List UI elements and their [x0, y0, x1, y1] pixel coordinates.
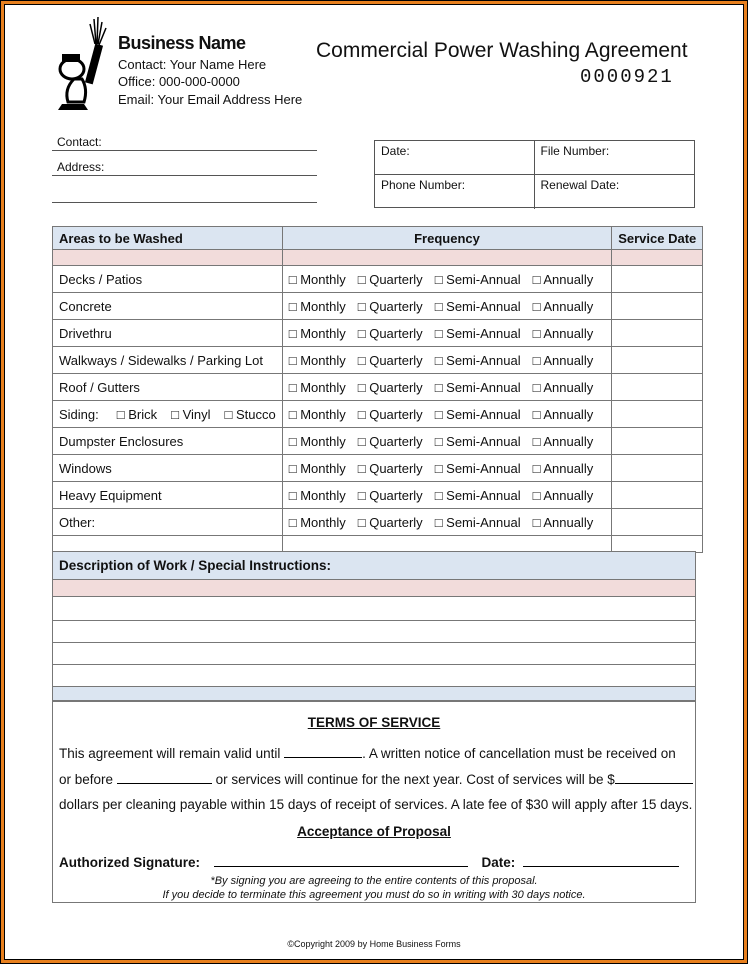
annually-checkbox[interactable]: □ Annually	[532, 487, 594, 503]
power-washer-logo	[54, 14, 116, 114]
quarterly-checkbox[interactable]: □ Quarterly	[357, 460, 423, 476]
frequency-cell	[282, 320, 611, 347]
phone-number-field[interactable]	[375, 175, 535, 209]
frequency-cell	[282, 455, 611, 482]
frequency-cell	[282, 482, 611, 509]
termination-note: If you decide to terminate this agreement you must do so in writing with 30 days notice.	[162, 889, 586, 901]
annually-checkbox[interactable]: □ Annually	[532, 352, 594, 368]
terms-line-2	[59, 771, 693, 787]
annually-checkbox[interactable]: □ Annually	[532, 271, 594, 287]
frequency-option-label: Monthly	[300, 433, 346, 449]
area-cell	[53, 293, 283, 320]
frequency-cell	[282, 401, 611, 428]
area-label: Drivethru	[59, 325, 112, 341]
semi-annual-checkbox[interactable]: □ Semi-Annual	[434, 433, 521, 449]
frequency-option-label: Annually	[543, 379, 594, 395]
monthly-checkbox[interactable]: □ Monthly	[288, 514, 346, 530]
info-box	[374, 140, 695, 208]
business-contact: Contact: Your Name Here	[118, 57, 267, 72]
terms-text: or services will continue for the next year. Cost of services will be $	[215, 772, 615, 787]
file-number-label: File Number:	[540, 144, 610, 158]
frequency-option-label: Semi-Annual	[446, 433, 521, 449]
contact-field[interactable]	[52, 135, 317, 151]
area-cell	[53, 428, 283, 455]
semi-annual-checkbox[interactable]: □ Semi-Annual	[434, 352, 521, 368]
monthly-checkbox[interactable]: □ Monthly	[288, 406, 346, 422]
signature-field[interactable]	[214, 854, 468, 867]
terms-text: . A written notice of cancellation must be received on	[362, 746, 676, 761]
area-label: Dumpster Enclosures	[59, 433, 184, 449]
area-cell	[53, 374, 283, 401]
service-date-cell[interactable]	[612, 482, 703, 509]
semi-annual-checkbox[interactable]: □ Semi-Annual	[434, 271, 521, 287]
area-cell	[53, 401, 283, 428]
frequency-option-label: Quarterly	[369, 433, 423, 449]
terms-text: This agreement will remain valid until	[59, 746, 281, 761]
semi-annual-checkbox[interactable]: □ Semi-Annual	[434, 298, 521, 314]
quarterly-checkbox[interactable]: □ Quarterly	[357, 406, 423, 422]
address-line-2[interactable]	[52, 187, 317, 203]
service-date-cell[interactable]	[612, 428, 703, 455]
frequency-cell	[282, 347, 611, 374]
description-pink-row	[53, 580, 695, 597]
frequency-option-label: Annually	[543, 433, 594, 449]
frequency-option-label: Annually	[543, 271, 594, 287]
table-row	[53, 401, 703, 428]
area-cell	[53, 509, 283, 536]
description-line[interactable]	[53, 665, 695, 687]
quarterly-checkbox[interactable]: □ Quarterly	[357, 325, 423, 341]
area-label: Other:	[59, 514, 96, 530]
area-label: Windows	[59, 460, 112, 476]
frequency-cell	[282, 374, 611, 401]
frequency-option-label: Annually	[543, 298, 594, 314]
frequency-cell	[282, 509, 611, 536]
frequency-option-label: Annually	[543, 406, 594, 422]
frequency-option-label: Semi-Annual	[446, 406, 521, 422]
frequency-option-label: Monthly	[300, 460, 346, 476]
acceptance-title: Acceptance of Proposal	[297, 824, 451, 839]
description-line[interactable]	[53, 621, 695, 643]
service-date-cell[interactable]	[612, 509, 703, 536]
siding-stucco-checkbox[interactable]: □ Stucco	[224, 406, 276, 422]
frequency-option-label: Quarterly	[369, 460, 423, 476]
frequency-option-label: Semi-Annual	[446, 487, 521, 503]
annually-checkbox[interactable]: □ Annually	[532, 514, 594, 530]
frequency-option-label: Quarterly	[369, 325, 423, 341]
annually-checkbox[interactable]: □ Annually	[532, 433, 594, 449]
table-row	[53, 320, 703, 347]
frequency-cell	[282, 293, 611, 320]
header-service-date: Service Date	[612, 227, 703, 250]
monthly-checkbox[interactable]: □ Monthly	[288, 487, 346, 503]
siding-option-label: Vinyl	[182, 406, 211, 422]
business-email: Email: Your Email Address Here	[118, 92, 303, 107]
monthly-checkbox[interactable]: □ Monthly	[288, 352, 346, 368]
table-row	[53, 374, 703, 401]
signature-label: Authorized Signature:	[59, 855, 200, 870]
document-title: Commercial Power Washing Agreement	[316, 39, 688, 62]
frequency-option-label: Quarterly	[369, 379, 423, 395]
siding-option-label: Brick	[128, 406, 158, 422]
quarterly-checkbox[interactable]: □ Quarterly	[357, 514, 423, 530]
annually-checkbox[interactable]: □ Annually	[532, 406, 594, 422]
service-date-cell[interactable]	[612, 455, 703, 482]
quarterly-checkbox[interactable]: □ Quarterly	[357, 433, 423, 449]
area-cell	[53, 266, 283, 293]
frequency-option-label: Monthly	[300, 379, 346, 395]
contact-label: Contact:	[57, 135, 102, 149]
frequency-option-label: Monthly	[300, 298, 346, 314]
terms-title: TERMS OF SERVICE	[307, 715, 441, 730]
semi-annual-checkbox[interactable]: □ Semi-Annual	[434, 406, 521, 422]
area-label: Roof / Gutters	[59, 379, 140, 395]
monthly-checkbox[interactable]: □ Monthly	[288, 460, 346, 476]
area-cell	[53, 347, 283, 374]
table-row	[53, 509, 703, 536]
service-date-cell[interactable]	[612, 374, 703, 401]
phone-number-label: Phone Number:	[381, 178, 466, 192]
terms-line-1	[59, 745, 676, 761]
renewal-date-field[interactable]	[535, 175, 695, 209]
semi-annual-checkbox[interactable]: □ Semi-Annual	[434, 514, 521, 530]
area-label: Decks / Patios	[59, 271, 143, 287]
business-name: Business Name	[118, 33, 246, 53]
areas-table	[52, 226, 703, 553]
area-label: Siding:	[59, 406, 99, 422]
frequency-option-label: Annually	[543, 487, 594, 503]
area-cell	[53, 482, 283, 509]
frequency-option-label: Monthly	[300, 514, 346, 530]
agreement-number: 0000921	[580, 66, 674, 88]
area-cell	[53, 320, 283, 347]
header-areas: Areas to be Washed	[53, 227, 283, 250]
cancel-before-blank[interactable]	[117, 771, 212, 784]
frequency-option-label: Semi-Annual	[446, 325, 521, 341]
renewal-date-label: Renewal Date:	[540, 178, 620, 192]
table-row	[53, 293, 703, 320]
copyright: ©Copyright 2009 by Home Business Forms	[287, 939, 461, 949]
quarterly-checkbox[interactable]: □ Quarterly	[357, 379, 423, 395]
signing-note: *By signing you are agreeing to the entire contents of this proposal.	[210, 875, 538, 887]
description-line[interactable]	[53, 643, 695, 665]
valid-until-blank[interactable]	[284, 745, 362, 758]
semi-annual-checkbox[interactable]: □ Semi-Annual	[434, 487, 521, 503]
frequency-option-label: Annually	[543, 352, 594, 368]
semi-annual-checkbox[interactable]: □ Semi-Annual	[434, 460, 521, 476]
description-header: Description of Work / Special Instructions:	[53, 552, 695, 580]
address-field[interactable]	[52, 160, 317, 176]
frequency-option-label: Quarterly	[369, 406, 423, 422]
frequency-option-label: Monthly	[300, 487, 346, 503]
annually-checkbox[interactable]: □ Annually	[532, 379, 594, 395]
service-date-cell[interactable]	[612, 320, 703, 347]
area-label: Walkways / Sidewalks / Parking Lot	[59, 352, 263, 368]
monthly-checkbox[interactable]: □ Monthly	[288, 298, 346, 314]
terms-line-3: dollars per cleaning payable within 15 days of receipt of services. A late fee of $30 will apply after 15 days.	[59, 797, 693, 812]
date-field[interactable]	[375, 141, 535, 175]
annually-checkbox[interactable]: □ Annually	[532, 460, 594, 476]
frequency-option-label: Semi-Annual	[446, 352, 521, 368]
blank-row	[53, 536, 703, 553]
frequency-option-label: Quarterly	[369, 487, 423, 503]
frequency-option-label: Quarterly	[369, 298, 423, 314]
address-label: Address:	[57, 160, 105, 174]
area-label: Concrete	[59, 298, 112, 314]
date-label: Date:	[381, 144, 410, 158]
frequency-option-label: Quarterly	[369, 352, 423, 368]
frequency-option-label: Annually	[543, 325, 594, 341]
header-frequency: Frequency	[282, 227, 611, 250]
table-row	[53, 266, 703, 293]
table-row	[53, 347, 703, 374]
signature-row	[59, 854, 679, 870]
monthly-checkbox[interactable]: □ Monthly	[288, 433, 346, 449]
service-date-cell[interactable]	[612, 266, 703, 293]
frequency-option-label: Semi-Annual	[446, 271, 521, 287]
frequency-option-label: Semi-Annual	[446, 514, 521, 530]
siding-option-label: Stucco	[236, 406, 276, 422]
frequency-option-label: Annually	[543, 460, 594, 476]
frequency-cell	[282, 266, 611, 293]
monthly-checkbox[interactable]: □ Monthly	[288, 325, 346, 341]
quarterly-checkbox[interactable]: □ Quarterly	[357, 271, 423, 287]
siding-brick-checkbox[interactable]: □ Brick	[116, 406, 158, 422]
frequency-option-label: Semi-Annual	[446, 298, 521, 314]
service-date-cell[interactable]	[612, 293, 703, 320]
file-number-field[interactable]	[535, 141, 695, 175]
annually-checkbox[interactable]: □ Annually	[532, 325, 594, 341]
frequency-option-label: Monthly	[300, 406, 346, 422]
terms-section	[52, 700, 696, 903]
frequency-option-label: Monthly	[300, 271, 346, 287]
semi-annual-checkbox[interactable]: □ Semi-Annual	[434, 325, 521, 341]
service-date-cell[interactable]	[612, 347, 703, 374]
frequency-option-label: Monthly	[300, 352, 346, 368]
frequency-option-label: Monthly	[300, 325, 346, 341]
table-row	[53, 455, 703, 482]
frequency-cell	[282, 428, 611, 455]
monthly-checkbox[interactable]: □ Monthly	[288, 379, 346, 395]
service-date-cell[interactable]	[612, 401, 703, 428]
frequency-option-label: Quarterly	[369, 271, 423, 287]
frequency-option-label: Semi-Annual	[446, 379, 521, 395]
area-label: Heavy Equipment	[59, 487, 162, 503]
quarterly-checkbox[interactable]: □ Quarterly	[357, 298, 423, 314]
monthly-checkbox[interactable]: □ Monthly	[288, 271, 346, 287]
description-section	[52, 551, 696, 702]
frequency-option-label: Quarterly	[369, 514, 423, 530]
semi-annual-checkbox[interactable]: □ Semi-Annual	[434, 379, 521, 395]
table-row	[53, 428, 703, 455]
terms-text: or before	[59, 772, 114, 787]
frequency-option-label: Semi-Annual	[446, 460, 521, 476]
table-row	[53, 482, 703, 509]
annually-checkbox[interactable]: □ Annually	[532, 298, 594, 314]
area-cell	[53, 455, 283, 482]
signature-date-label: Date:	[481, 855, 516, 870]
description-line[interactable]	[53, 597, 695, 621]
siding-vinyl-checkbox[interactable]: □ Vinyl	[171, 406, 211, 422]
business-office: Office: 000-000-0000	[118, 74, 240, 89]
cost-blank[interactable]	[615, 771, 693, 784]
quarterly-checkbox[interactable]: □ Quarterly	[357, 352, 423, 368]
signature-date-field[interactable]	[523, 854, 679, 867]
frequency-option-label: Annually	[543, 514, 594, 530]
quarterly-checkbox[interactable]: □ Quarterly	[357, 487, 423, 503]
description-footer-bar	[53, 687, 695, 701]
